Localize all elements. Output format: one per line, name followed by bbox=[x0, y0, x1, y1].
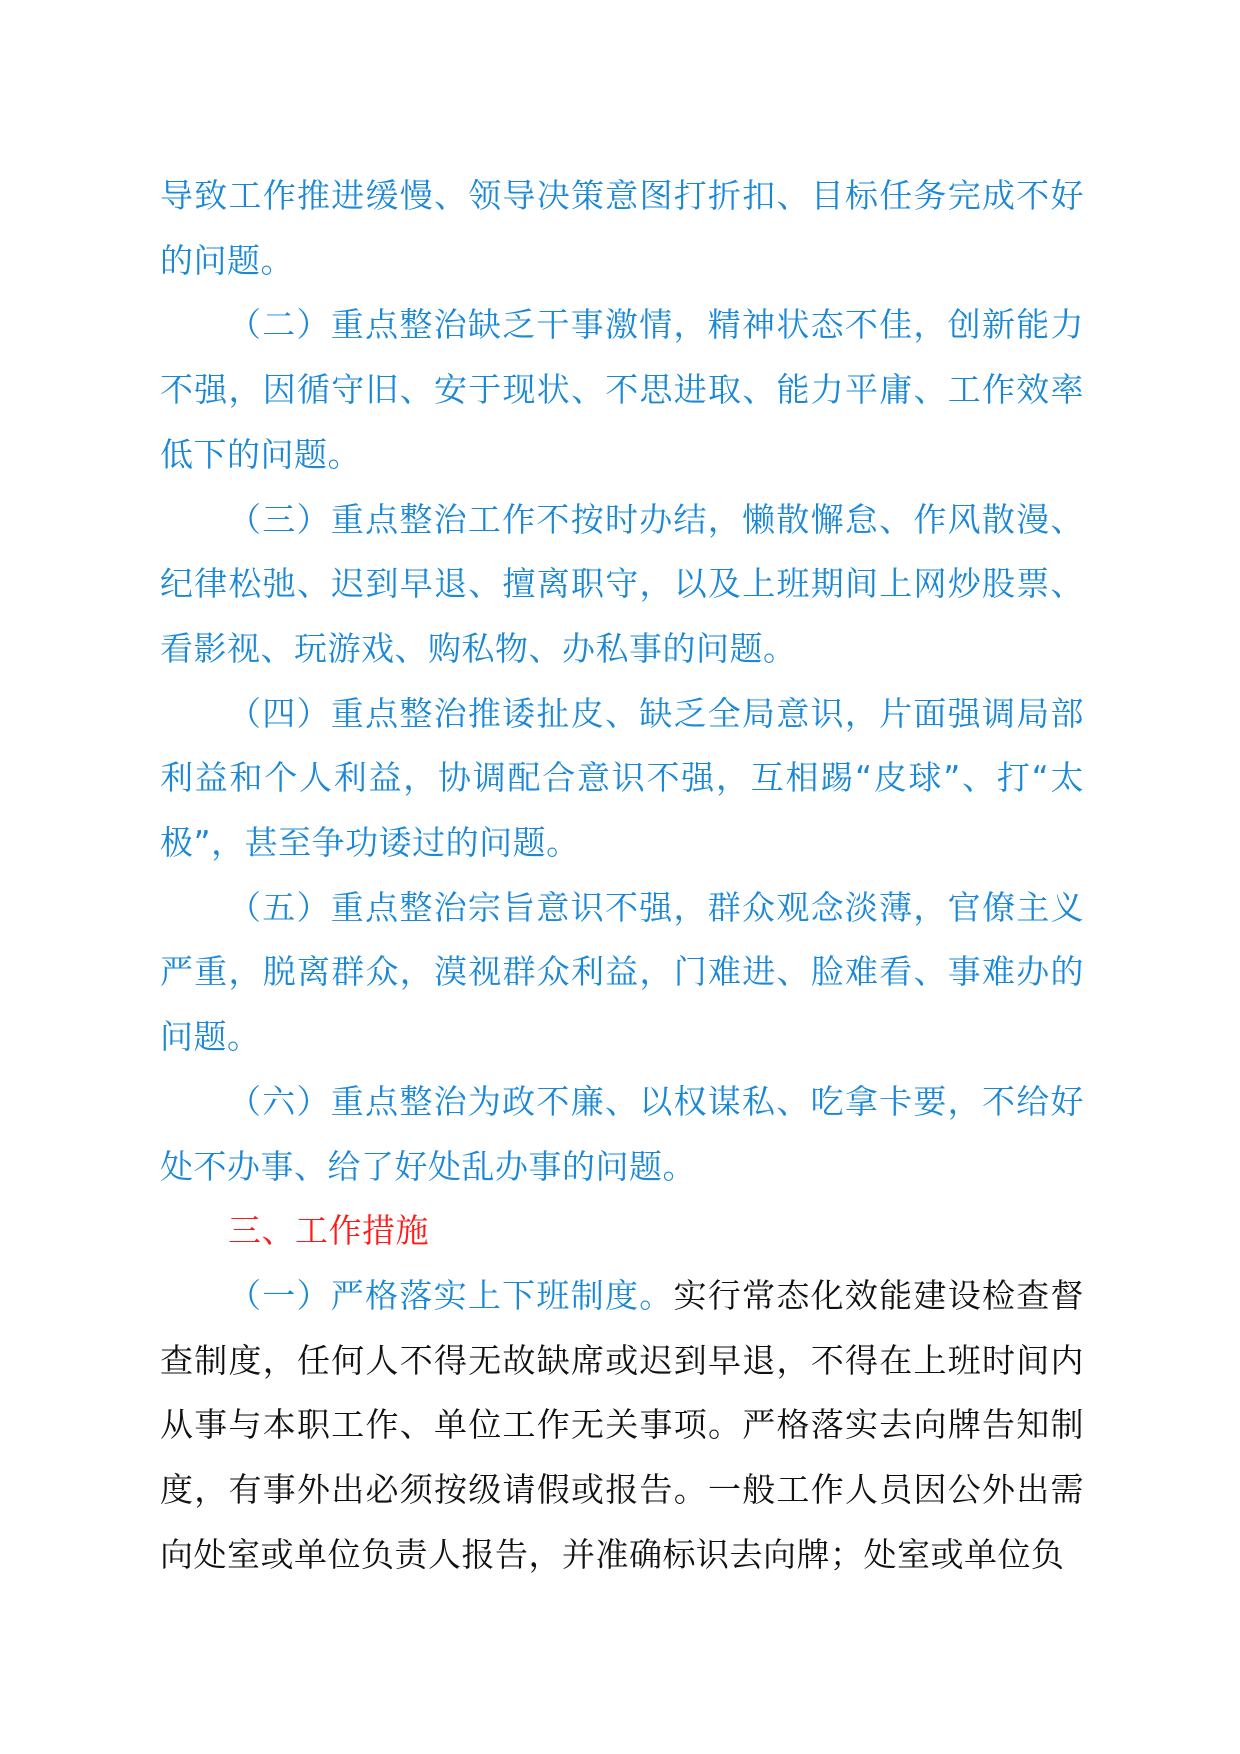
paragraph-item-4: （四）重点整治推诿扯皮、缺乏全局意识，片面强调局部利益和个人利益，协调配合意识不强，互相踢“皮球”、打“太极”，甚至争功诿过的问题。 bbox=[160, 693, 1084, 863]
paragraph-item-3: （三）重点整治工作不按时办结，懒散懈怠、作风散漫、纪律松弛、迟到早退、擅离职守，以及上班期间上网炒股票、看影视、玩游戏、购私物、办私事的问题。 bbox=[160, 499, 1084, 668]
paragraph-item-6: （六）重点整治为政不廉、以权谋私、吃拿卡要，不给好处不办事、给了好处乱办事的问题。 bbox=[160, 1081, 1084, 1186]
paragraph-item-5: （五）重点整治宗旨意识不强，群众观念淡薄，官僚主义严重，脱离群众，漠视群众利益，门难进、脸难看、事难办的问题。 bbox=[160, 887, 1084, 1057]
paragraph-item-2: （二）重点整治缺乏干事激情，精神状态不佳，创新能力不强，因循守旧、安于现状、不思进取、能力平庸、工作效率低下的问题。 bbox=[160, 305, 1084, 474]
document-body bbox=[160, 164, 1084, 1587]
section-heading: 三、工作措施 bbox=[228, 1211, 429, 1251]
measure-1-title: （一）严格落实上下班制度。 bbox=[228, 1275, 674, 1315]
paragraph-continuation: 导致工作推进缓慢、领导决策意图打折扣、目标任务完成不好的问题。 bbox=[160, 176, 1084, 280]
paragraph-measure-1 bbox=[160, 1264, 1084, 1588]
measure-1-body: 实行常态化效能建设检查督查制度，任何人不得无故缺席或迟到早退，不得在上班时间内从事与本职工作、单位工作无关事项。严格落实去向牌告知制度，有事外出必须按级请假或报告。一般工作人员因公外出需向处室或单位负责人报告，并准确标识去向牌；处室或单位负 bbox=[160, 1275, 1085, 1574]
